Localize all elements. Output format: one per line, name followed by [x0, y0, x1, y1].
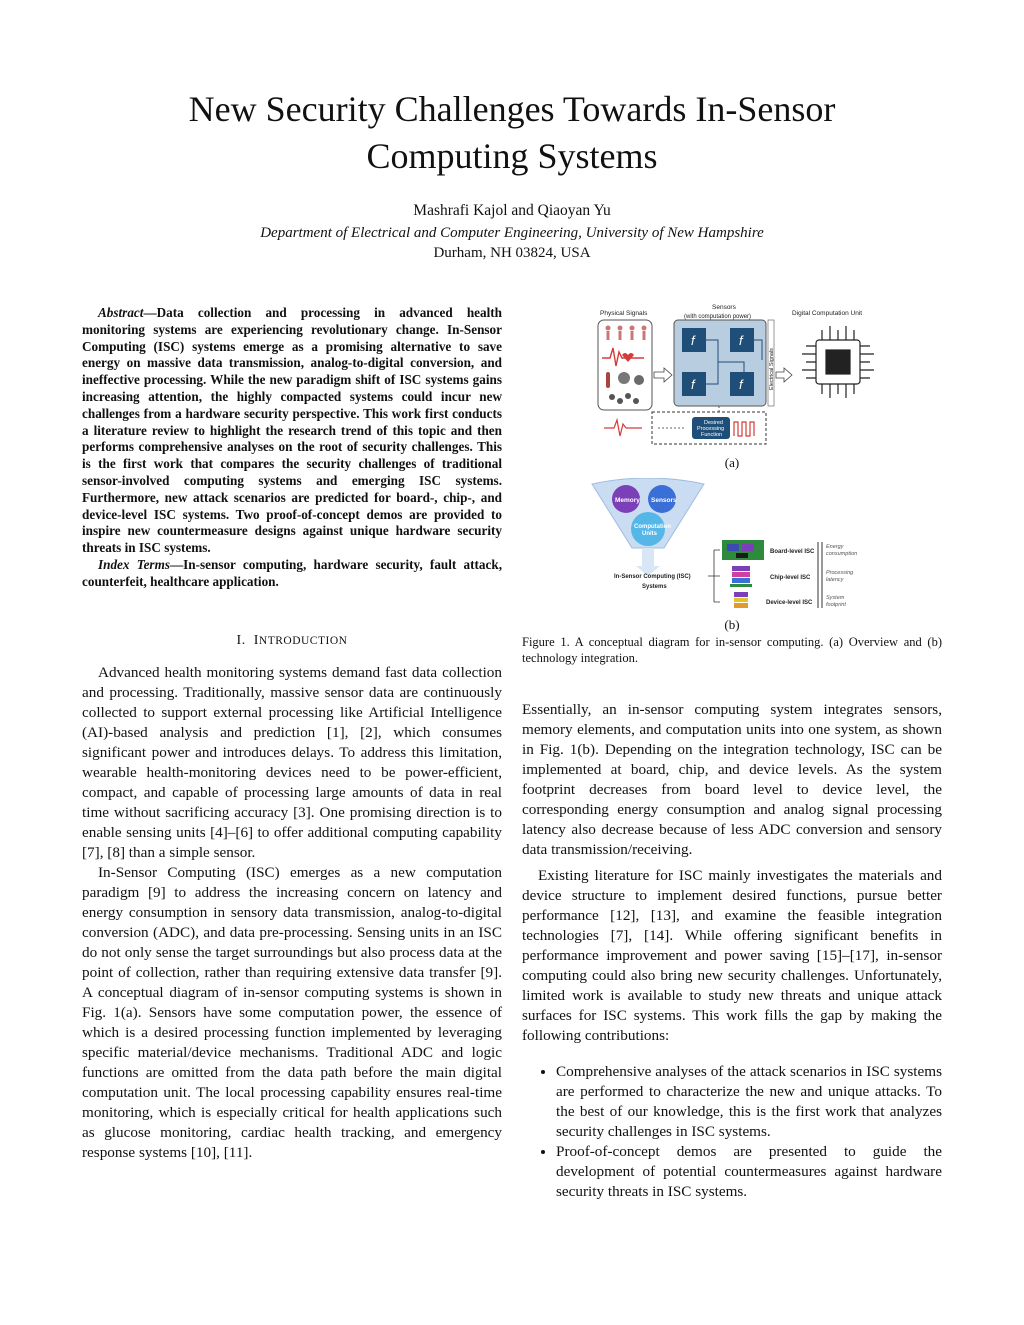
- function-block-1: [682, 328, 706, 352]
- arrow-to-cpu-icon: [776, 368, 792, 382]
- board-level-label: Board-level ISC: [770, 549, 815, 555]
- figure-1b-integration-diagram: [590, 478, 880, 614]
- function-block-2: [730, 328, 754, 352]
- figure-1a-label: (a): [724, 455, 740, 470]
- section-title-rest: NTRODUCTION: [258, 635, 348, 647]
- cpu-chip-icon: [802, 326, 874, 398]
- energy-label-1: Energy: [826, 544, 844, 550]
- title-line-2: Computing Systems: [366, 136, 658, 176]
- processing-label-2: latency: [826, 577, 844, 583]
- svg-text:f: f: [739, 377, 743, 392]
- arrow-to-sensors-icon: [654, 368, 672, 382]
- figure-1a-overview-diagram: [594, 300, 882, 446]
- device-level-label: Device-level ISC: [766, 600, 813, 606]
- section-title-initial: I: [253, 633, 259, 648]
- chip-level-icon: [730, 566, 752, 587]
- system-label-2: footprint: [826, 602, 846, 608]
- desired-label-2: Processing: [697, 426, 725, 432]
- processing-label-1: Processing: [826, 570, 854, 576]
- paper-title: [0, 86, 1024, 180]
- contribution-item-1: • Comprehensive analyses of the attack scenarios in ISC systems are performed to characterize the new and unique attacks. To the best of our knowledge, this is the first work that analyzes security challenges in ISC systems.: [556, 1062, 942, 1142]
- abstract: [82, 305, 502, 591]
- intro-paragraph-1: Advanced health monitoring systems demand fast data collection and processing. Traditionally, massive sensor data are continuously collected to support external processing like Artificial Intelligence (AI)-based analysis and prediction [1], [2], which consumes significant power and introduces delays. To address this limitation, wearable health-monitoring devices need to be power-efficient, compact, and capable of processing large amounts of data in real time without sacrificing accuracy [3]. One promising direction is to enable sensing units [4]–[6] to offer additional computing capability [7], [8] than a simple sensor.: [82, 664, 502, 861]
- funnel-arrow-icon: [636, 548, 660, 576]
- title-line-1: New Security Challenges Towards In-Sensor: [188, 89, 836, 129]
- fig-a-physical-signals-label: Physical Signals: [600, 310, 648, 317]
- system-label-1: System: [826, 595, 845, 601]
- fig-a-sensors-sublabel: (with computation power): [684, 314, 752, 320]
- authors: Mashrafi Kajol and Qiaoyan Yu: [413, 202, 611, 219]
- introduction-left-column: [82, 663, 502, 1163]
- fig-a-digital-unit-label: Digital Computation Unit: [792, 310, 863, 317]
- index-terms: [82, 557, 502, 591]
- desired-label-1: Desired: [704, 420, 723, 426]
- device-level-icon: [734, 592, 748, 608]
- section-heading-introduction: [82, 633, 502, 649]
- isc-label-2: Systems: [642, 584, 667, 590]
- section-number: I.: [236, 633, 246, 648]
- index-terms-text: —In-sensor computing, hardware security, fault attack, counterfeit, healthcare application.: [82, 556, 502, 589]
- input-waveform-icon: [604, 420, 642, 436]
- light-sensor-icon: [618, 372, 630, 384]
- abstract-label: Abstract: [98, 305, 144, 320]
- abstract-paragraph: [82, 305, 502, 557]
- intro-paragraph-3: Essentially, an in-sensor computing system integrates sensors, memory elements, and computation units into one system, as shown in Fig. 1(b). Depending on the integration technology, ISC can be implemented at board, chip, and device levels. As the system footprint decreases from board level to device level, the corresponding energy consumption and analog signal processing latency also decrease because of less ADC conversion and sensory data transmission/receiving.: [522, 701, 942, 858]
- affiliation: Department of Electrical and Computer Engineering, University of New Hampshire: [260, 225, 764, 241]
- isc-label-1: In-Sensor Computing (ISC): [614, 574, 691, 580]
- contributions-list: [522, 1062, 942, 1202]
- chip-level-label: Chip-level ISC: [770, 575, 811, 581]
- sound-icon: [634, 375, 644, 385]
- thermometer-icon: [606, 372, 610, 388]
- svg-text:f: f: [691, 333, 695, 348]
- contribution-item-2: • Proof-of-concept demos are presented to guide the development of potential countermeasures against hardware security threats in ISC systems.: [556, 1142, 942, 1202]
- sensors-label: Sensors: [651, 497, 677, 504]
- intro-paragraph-2: In-Sensor Computing (ISC) emerges as a new computation paradigm [9] to address the increasing concern on latency and energy consumption in sensory data transmission, analog-to-digital conversion (ADC), and data pre-processing. Sensing units in an ISC do not only sense the target surroundings but also process data at the point of collection, rather than requiring extensive data transfer [9]. A conceptual diagram of in-sensor computing systems is shown in Fig. 1(a). Sensors have some computation power, the essence of which is a desired processing function implemented by leveraging specific material/device mechanisms. Traditional ADC and logic functions are omitted from the data path before the main digital computation unit. The local processing capability ensures real-time monitoring, which is especially critical for health applications such as glucose monitoring, cardiac health tracking, and emergency response systems [10], [11].: [82, 864, 502, 1161]
- energy-label-2: consumption: [826, 551, 858, 557]
- abstract-text: —Data collection and processing in advanced health monitoring systems are experiencing revolutionary change. In-Sensor Computing (ISC) systems emerge as a promising alternative to save energy on massive data transmission, analog-to-digital conversion, and ineffective processing. While the new paradigm shift of ISC systems gains increasing attention, the highly compacted systems could incur new challenges from a hardware security perspective. This work first conducts a literature review to highlight the research trend of this topic and then performs comprehensive analyses on the root of security challenges. This is the first work that compares the security challenges of traditional sensor-involved computing systems and emerging ISC systems. Furthermore, new attack scenarios are predicted for board-, chip-, and device-level ISC systems. Two proof-of-concept demos are provided to inspire new countermeasure designs against unique hardware security threats in ISC systems.: [82, 305, 502, 556]
- function-block-3: [682, 372, 706, 396]
- output-pulse-icon: [734, 422, 754, 436]
- introduction-right-column: [522, 700, 942, 1202]
- figure-1-caption: Figure 1. A conceptual diagram for in-sensor computing. (a) Overview and (b) technology integration.: [522, 635, 942, 665]
- isc-branch-lines: [708, 550, 720, 602]
- address: Durham, NH 03824, USA: [433, 245, 591, 261]
- computation-label-2: Units: [642, 531, 657, 537]
- index-terms-label: Index Terms: [98, 556, 170, 572]
- desired-label-3: Function: [701, 432, 723, 438]
- function-block-4: [730, 372, 754, 396]
- figure-1b-label: (b): [724, 617, 740, 632]
- svg-text:f: f: [739, 333, 743, 348]
- fig-a-sensors-label: Sensors: [712, 304, 736, 311]
- board-level-icon: [722, 540, 764, 560]
- computation-label-1: Computation: [634, 524, 671, 530]
- svg-text:f: f: [691, 377, 695, 392]
- intro-paragraph-4: Existing literature for ISC mainly investigates the materials and device structure to implement desired functions, pursue better performance [12], [13], and examine the feasible integration technologies [7], [14]. While offering significant benefits in performance improvement and power saving [15]–[17], in-sensor computing could also bring new security challenges. Unfortunately, limited work is available to study new threats and unique attack surfaces for ISC systems. This work fills the gap by making the following contributions:: [522, 867, 942, 1044]
- fig-a-electrical-signals-label: Electrical Signals: [769, 348, 775, 390]
- memory-label: Memory: [615, 497, 640, 504]
